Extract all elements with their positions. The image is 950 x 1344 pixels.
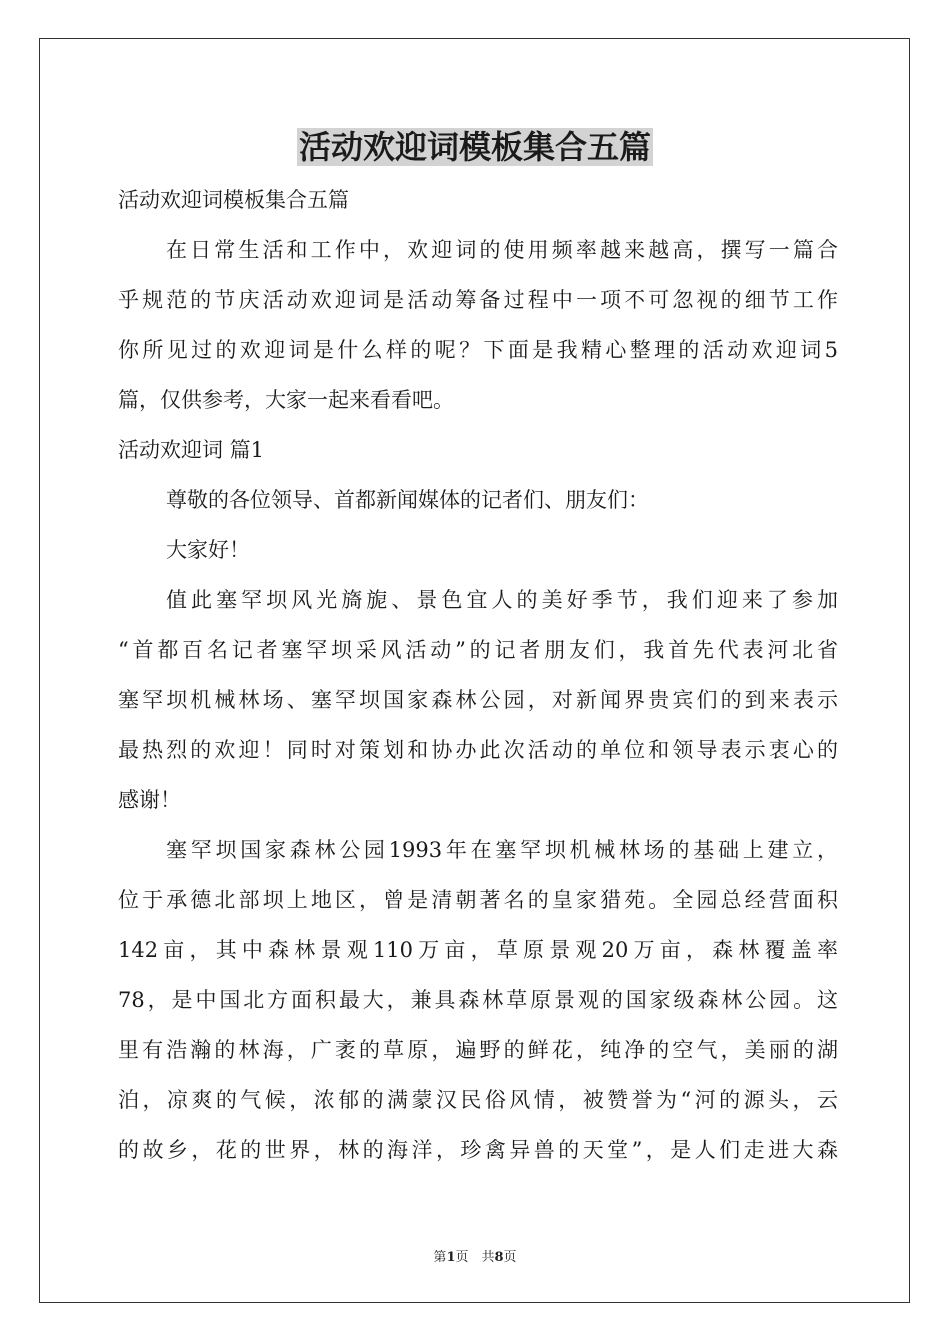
intro-line: 篇，仅供参考，大家一起来看看吧。	[118, 388, 454, 412]
intro-line: 乎规范的节庆活动欢迎词是活动筹备过程中一项不可忽视的细节工作	[118, 288, 838, 312]
paragraph-line: 142亩，其中森林景观110万亩，草原景观20万亩，森林覆盖率	[118, 938, 838, 962]
paragraph-line: 78，是中国北方面积最大，兼具森林草原景观的国家级森林公园。这	[118, 988, 838, 1012]
greeting: 大家好！	[166, 538, 250, 562]
section-heading: 活动欢迎词 篇1	[118, 438, 265, 462]
paragraph-line: 感谢！	[118, 788, 181, 812]
salutation: 尊敬的各位领导、首都新闻媒体的记者们、朋友们：	[166, 488, 649, 512]
paragraph-line: “首都百名记者塞罕坝采风活动”的记者朋友们，我首先代表河北省	[118, 638, 838, 662]
page-footer	[0, 1249, 950, 1267]
intro-line: 你所见过的欢迎词是什么样的呢？下面是我精心整理的活动欢迎词5	[118, 338, 838, 362]
subtitle: 活动欢迎词模板集合五篇	[118, 188, 349, 212]
page-mid: 页 共	[455, 1250, 495, 1265]
paragraph-line: 塞罕坝机械林场、塞罕坝国家森林公园，对新闻界贵宾们的到来表示	[118, 688, 838, 712]
page-total: 8	[494, 1250, 504, 1265]
paragraph-line: 值此塞罕坝风光旖旎、景色宜人的美好季节，我们迎来了参加	[166, 588, 838, 612]
paragraph-line: 位于承德北部坝上地区，曾是清朝著名的皇家猎苑。全园总经营面积	[118, 888, 838, 912]
paragraph-line: 的故乡，花的世界，林的海洋，珍禽异兽的天堂”，是人们走进大森	[118, 1138, 838, 1162]
page-current: 1	[446, 1250, 456, 1265]
paragraph-line: 塞罕坝国家森林公园1993年在塞罕坝机械林场的基础上建立，	[166, 838, 838, 862]
paragraph-line: 里有浩瀚的林海，广袤的草原，遍野的鲜花，纯净的空气，美丽的湖	[118, 1038, 838, 1062]
page-prefix: 第	[433, 1250, 447, 1265]
intro-line: 在日常生活和工作中，欢迎词的使用频率越来越高，撰写一篇合	[166, 238, 838, 262]
document-title: 活动欢迎词模板集合五篇	[298, 128, 651, 166]
page-suffix: 页	[503, 1250, 517, 1265]
paragraph-line: 泊，凉爽的气候，浓郁的满蒙汉民俗风情，被赞誉为“河的源头，云	[118, 1088, 838, 1112]
paragraph-line: 最热烈的欢迎！同时对策划和协办此次活动的单位和领导表示衷心的	[118, 738, 838, 762]
